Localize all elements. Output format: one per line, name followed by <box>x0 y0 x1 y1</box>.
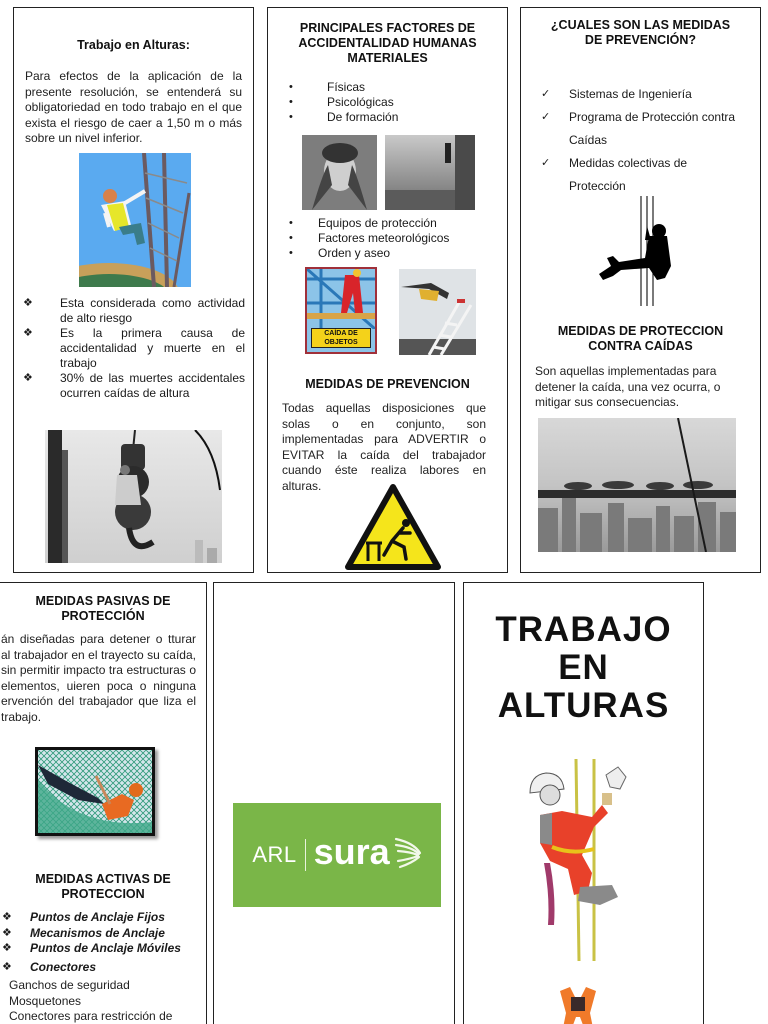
caida-de-objetos-sign <box>305 267 377 354</box>
bullet-item: • Factores meteorológicos <box>289 231 450 245</box>
checklist-item: ✓ Programa de Protección contra Caídas <box>541 106 753 152</box>
bullet-item: • Psicológicas <box>289 95 394 109</box>
prevention-measures-list <box>541 83 753 198</box>
medidas-de-prevencion-text: Todas aquellas disposiciones que solas o en conjunto, son implementadas para ADVERTIR o EVITAR la caída del trabajador cuando éste realiza labores en alturas. <box>282 401 486 493</box>
active-measures-list <box>2 910 202 977</box>
logo-divider <box>305 839 306 871</box>
diamond-bullet-icon: ❖ <box>2 911 12 923</box>
fall-hazard-warning-icon <box>344 483 442 571</box>
bullet-item: • Equipos de protección <box>289 216 437 230</box>
active-measure-item: ❖ Puntos de Anclaje Fijos <box>2 910 165 924</box>
diamond-bullet-icon: ❖ <box>23 372 33 384</box>
diamond-bullet-icon: ❖ <box>23 327 33 339</box>
person-on-ledge-photo <box>385 135 475 210</box>
cover-title-line: ALTURAS <box>497 686 670 725</box>
bullet-item: ❖ Esta considerada como actividad de alto riesgo <box>23 296 245 325</box>
workers-on-beam-photo <box>538 418 736 552</box>
panel-medidas-prevencion <box>520 7 761 573</box>
stressed-person-photo <box>302 135 377 210</box>
panel-factores-accidentalidad <box>267 7 508 573</box>
bullet-item: • De formación <box>289 110 399 124</box>
panel3-title: ¿CUALES SON LAS MEDIDAS DE PREVENCIÓN? <box>550 18 731 47</box>
panel-logo <box>213 582 455 1024</box>
safety-harness-image <box>554 983 604 1024</box>
active-measure-item: ❖ Mecanismos de Anclaje <box>2 925 165 940</box>
rope-climber-illustration <box>522 755 642 963</box>
bullet-icon: • <box>289 81 293 93</box>
panel-medidas-pasivas-activas <box>0 582 207 1024</box>
bullet-icon: • <box>289 217 293 229</box>
worker-climbing-tower-image <box>79 153 191 287</box>
sura-wing-icon <box>392 835 422 876</box>
medidas-de-prevencion-heading: MEDIDAS DE PREVENCION <box>305 377 470 391</box>
connector-item: Mosquetones <box>9 993 82 1008</box>
connector-item: Conectores para restricción de <box>9 1009 173 1023</box>
logo-sura-text: sura <box>313 831 390 872</box>
cover-title-line: EN <box>558 648 609 687</box>
bullet-icon: • <box>289 111 293 123</box>
panel1-bullet-list <box>23 296 245 401</box>
panel2-title: PRINCIPALES FACTORES DE ACCIDENTALIDAD HUMANAS MATERIALES <box>298 21 477 65</box>
logo-arl-text: ARL <box>252 842 297 867</box>
human-factors-list <box>289 80 499 125</box>
panel1-intro: Para efectos de la aplicación de la presente resolución, se entenderá su obligatoriedad en todo trabajo en el que exista el riesgo de caer a 1,50 m o más sobre un nivel inferior. <box>25 69 242 145</box>
medidas-proteccion-heading: MEDIDAS DE PROTECCION CONTRA CAÍDAS <box>557 324 724 353</box>
cover-title <box>464 611 703 725</box>
bullet-item: • Orden y aseo <box>289 246 391 260</box>
checkmark-icon: ✓ <box>541 111 551 123</box>
checklist-item: ✓ Medidas colectivas de Protección <box>541 152 753 198</box>
sign-label: CAÍDA DE OBJETOS <box>311 328 371 348</box>
diamond-bullet-icon: ❖ <box>2 926 12 939</box>
checkmark-icon: ✓ <box>541 88 551 100</box>
active-measure-item: ❖ Puntos de Anclaje Móviles <box>2 941 181 955</box>
diamond-bullet-icon: ❖ <box>2 960 12 973</box>
panel1-title: Trabajo en Alturas: <box>77 38 190 52</box>
bullet-item: • Físicas <box>289 80 366 94</box>
diamond-bullet-icon: ❖ <box>23 297 33 309</box>
checklist-item: ✓ Sistemas de Ingeniería <box>541 83 753 106</box>
person-falling-from-ladder-photo <box>399 269 476 355</box>
medidas-pasivas-heading: MEDIDAS PASIVAS DE PROTECCIÓN <box>35 594 171 623</box>
material-factors-list <box>289 216 499 261</box>
medidas-pasivas-text: án diseñadas para detener o tturar al trabajador en el trayecto su caída, sin permitir impacto tra estructuras o elementos, uieren poca o ninguna ervención del trabajador que liza el trabajo. <box>1 632 196 724</box>
cover-title-line: TRABAJO <box>495 610 672 649</box>
safety-net-photo <box>35 747 155 836</box>
medidas-activas-heading: MEDIDAS ACTIVAS DE PROTECCION <box>35 872 171 901</box>
connectors-list <box>9 978 172 1024</box>
ironworker-crane-hook-photo <box>45 430 222 563</box>
bullet-icon: • <box>289 232 293 244</box>
active-measure-item: ❖ Conectores <box>2 957 202 977</box>
checkmark-icon: ✓ <box>541 157 551 169</box>
arl-sura-logo <box>233 803 441 907</box>
panel-trabajo-en-alturas <box>13 7 254 573</box>
bullet-icon: • <box>289 247 293 259</box>
bullet-icon: • <box>289 96 293 108</box>
medidas-proteccion-text: Son aquellas implementadas para detener la caída, una vez ocurra, o mitigar sus consecuencias. <box>535 364 721 409</box>
panel-cover <box>463 582 704 1024</box>
bullet-item: ❖ 30% de las muertes accidentales ocurren caídas de altura <box>23 371 245 400</box>
bullet-item: ❖ Es la primera causa de accidentalidad y muerte en el trabajo <box>23 326 245 370</box>
connector-item: Ganchos de seguridad <box>9 978 130 992</box>
diamond-bullet-icon: ❖ <box>2 942 12 954</box>
rope-access-silhouette-image <box>591 196 691 306</box>
